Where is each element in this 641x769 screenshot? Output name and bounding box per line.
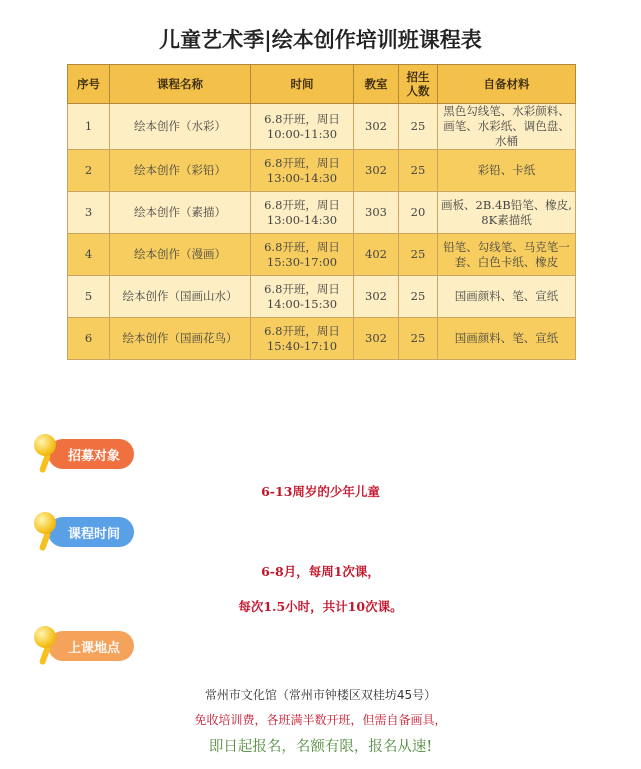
header-count: 招生 人数 (399, 65, 438, 104)
cell-materials: 黑色勾线笔、水彩颜料、 画笔、水彩纸、调色盘、 水桶 (438, 104, 576, 150)
location-badge (34, 630, 134, 662)
cell-materials: 国画颜料、笔、宣纸 (438, 276, 576, 318)
header-name: 课程名称 (110, 65, 251, 104)
table-row (68, 276, 576, 318)
cell-room: 302 (354, 150, 399, 192)
cell-name: 绘本创作（漫画） (110, 234, 251, 276)
header-room: 教室 (354, 65, 399, 104)
cell-room: 402 (354, 234, 399, 276)
table-row (68, 104, 576, 150)
cell-name: 绘本创作（国画花鸟） (110, 318, 251, 360)
schedule-line2: 每次1.5小时，共计10次课。 (238, 599, 403, 614)
cell-time: 6.8开班，周日 10:00-11:30 (251, 104, 354, 150)
lollipop-icon (34, 434, 56, 456)
cell-materials: 国画颜料、笔、宣纸 (438, 318, 576, 360)
lollipop-icon (34, 626, 56, 648)
table-row (68, 234, 576, 276)
signup-call: 即日起报名，名额有限，报名从速! (208, 739, 433, 755)
cell-count: 25 (399, 150, 438, 192)
cell-name: 绘本创作（彩铅） (110, 150, 251, 192)
cell-time: 6.8开班，周日 15:30-17:00 (251, 234, 354, 276)
cell-room: 302 (354, 104, 399, 150)
table-header-row (68, 65, 576, 104)
schedule-line1: 6-8月，每周1次课， (261, 564, 380, 579)
table-row (68, 192, 576, 234)
cell-materials: 铅笔、勾线笔、马克笔一 套、白色卡纸、橡皮 (438, 234, 576, 276)
table-row (68, 150, 576, 192)
cell-no: 3 (68, 192, 110, 234)
cell-count: 25 (399, 318, 438, 360)
page-title: 儿童艺术季|绘本创作培训班课程表 (159, 27, 482, 52)
cell-materials: 画板、2B.4B铅笔、橡皮, 8K素描纸 (438, 192, 576, 234)
cell-count: 25 (399, 234, 438, 276)
cell-no: 4 (68, 234, 110, 276)
cell-time: 6.8开班，周日 14:00-15:30 (251, 276, 354, 318)
recruit-badge (34, 438, 134, 470)
header-time: 时间 (251, 65, 354, 104)
cell-name: 绘本创作（水彩） (110, 104, 251, 150)
cell-time: 6.8开班，周日 13:00-14:30 (251, 150, 354, 192)
location-address: 常州市文化馆（常州市钟楼区双桂坊45号） (204, 688, 437, 702)
cell-no: 5 (68, 276, 110, 318)
location-notice: 免收培训费，各班满半数开班，但需自备画具， (194, 713, 447, 727)
recruit-text: 6-13周岁的少年儿童 (261, 484, 380, 499)
header-no: 序号 (68, 65, 110, 104)
cell-name: 绘本创作（素描） (110, 192, 251, 234)
cell-room: 303 (354, 192, 399, 234)
table-row (68, 318, 576, 360)
cell-room: 302 (354, 276, 399, 318)
cell-no: 6 (68, 318, 110, 360)
recruit-label: 招募对象 (48, 439, 134, 469)
schedule-label: 课程时间 (48, 517, 134, 547)
cell-time: 6.8开班，周日 13:00-14:30 (251, 192, 354, 234)
cell-time: 6.8开班，周日 15:40-17:10 (251, 318, 354, 360)
header-materials: 自备材料 (438, 65, 576, 104)
cell-count: 20 (399, 192, 438, 234)
cell-count: 25 (399, 276, 438, 318)
schedule-badge (34, 516, 134, 548)
cell-room: 302 (354, 318, 399, 360)
cell-materials: 彩铅、卡纸 (438, 150, 576, 192)
schedule-table (67, 64, 576, 360)
cell-no: 1 (68, 104, 110, 150)
lollipop-icon (34, 512, 56, 534)
cell-name: 绘本创作（国画山水） (110, 276, 251, 318)
cell-no: 2 (68, 150, 110, 192)
cell-count: 25 (399, 104, 438, 150)
location-label: 上课地点 (48, 631, 134, 661)
